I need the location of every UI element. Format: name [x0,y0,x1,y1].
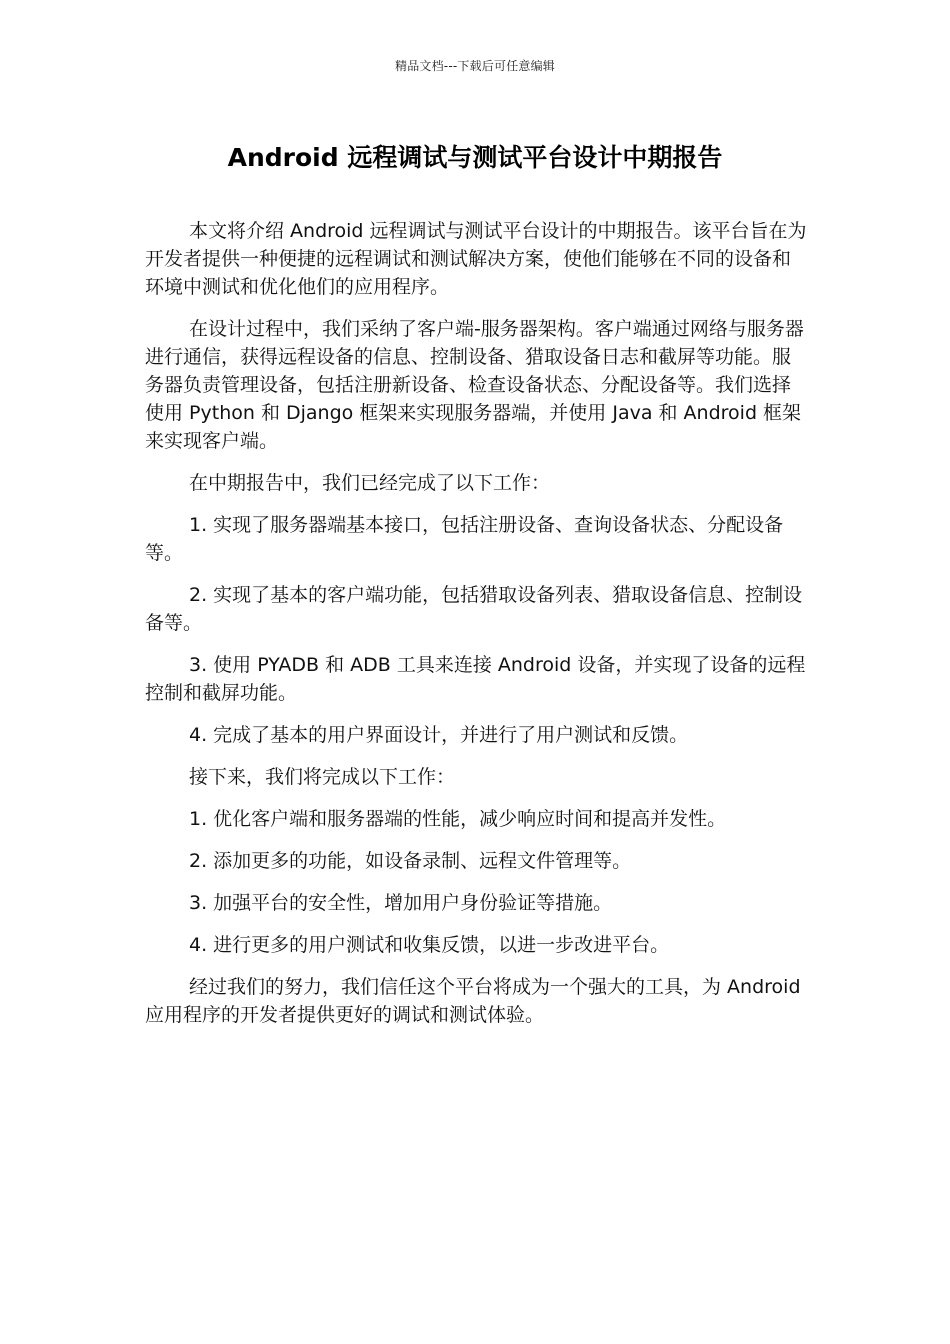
next-item-2: 2. 添加更多的功能，如设备录制、远程文件管理等。 [189,850,632,872]
completed-item-3: 3. 使用 PYADB 和 ADB 工具来连接 Android 设备，并实现了设备的远程控制和截屏功能。 [145,654,806,704]
next-item-3: 3. 加强平台的安全性，增加用户身份验证等措施。 [189,892,613,914]
document-title: Android 远程调试与测试平台设计中期报告 [227,143,723,172]
completed-item-2: 2. 实现了基本的客户端功能，包括猎取设备列表、猎取设备信息、控制设备等。 [145,584,803,634]
page-header: 精品文档---下载后可任意编辑 [395,59,555,73]
paragraph-intro: 本文将介绍 Android 远程调试与测试平台设计的中期报告。该平台旨在为开发者提供一种便捷的远程调试和测试解决方案，使他们能够在不同的设备和环境中测试和优化他们的应用程序。 [145,220,807,298]
next-item-4: 4. 进行更多的用户测试和收集反馈，以进一步改进平台。 [189,934,670,956]
paragraph-architecture: 在设计过程中，我们采纳了客户端-服务器架构。客户端通过网络与服务器进行通信，获得远程设备的信息、控制设备、猎取设备日志和截屏等功能。服务器负责管理设备，包括注册新设备、检查设备状态、分配设备等。我们选择使用 Python 和 Django 框架来实现服务器端，并使用 Java 和 Android 框架来实现客户端。 [145,318,804,452]
paragraph-next-heading: 接下来，我们将完成以下工作： [189,766,456,788]
paragraph-conclusion: 经过我们的努力，我们信任这个平台将成为一个强大的工具，为 Android 应用程序的开发者提供更好的调试和测试体验。 [145,976,801,1026]
next-item-1: 1. 优化客户端和服务器端的性能，减少响应时间和提高并发性。 [189,808,727,830]
document-body [145,217,807,1043]
completed-item-4: 4. 完成了基本的用户界面设计，并进行了用户测试和反馈。 [189,724,689,746]
paragraph-completed-heading: 在中期报告中，我们已经完成了以下工作： [189,472,551,494]
completed-item-1: 1. 实现了服务器端基本接口，包括注册设备、查询设备状态、分配设备等。 [145,514,784,564]
